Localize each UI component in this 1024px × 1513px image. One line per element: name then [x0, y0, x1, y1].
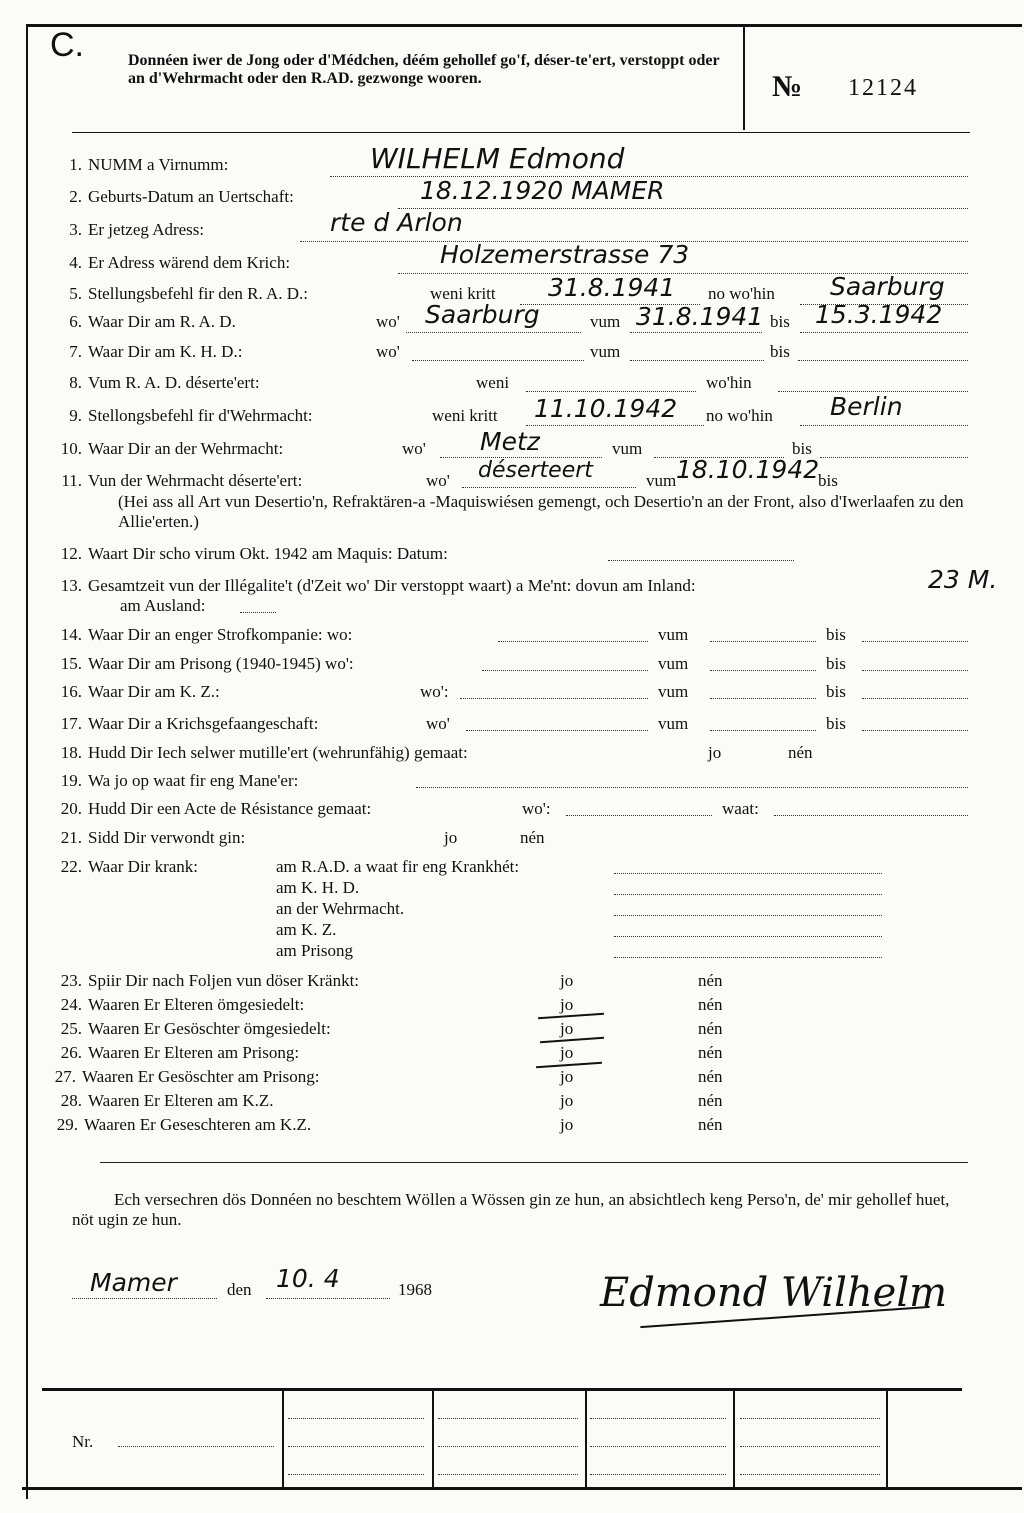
- bottom-cell-line: [288, 1446, 424, 1447]
- bottom-cell-line: [590, 1418, 726, 1419]
- item-17-from-label: vum: [658, 714, 689, 733]
- item-16-to-line: [862, 698, 968, 699]
- item-19-line: [416, 787, 968, 788]
- item-13-abroad-line: [240, 612, 276, 613]
- bottom-table-divider-3: [585, 1391, 587, 1487]
- item-24-no: nén: [698, 995, 723, 1014]
- item-17-to-label: bis: [826, 714, 846, 733]
- bottom-cell-line: [740, 1446, 880, 1447]
- item-10-where-label: wo': [402, 439, 426, 458]
- item-7-where-line: [412, 360, 584, 361]
- item-7-from-label: vum: [590, 342, 621, 361]
- item-11-where-label: wo': [426, 471, 450, 490]
- item-22-khd-line: [614, 894, 882, 895]
- item-13-abroad-label: am Ausland:: [120, 596, 206, 615]
- item-13-value: 23 M.: [928, 565, 998, 594]
- item-16-from-label: vum: [658, 682, 689, 701]
- item-8-where-label: wo'hin: [706, 373, 752, 392]
- item-27-no: nén: [698, 1067, 723, 1086]
- item-25-no: nén: [698, 1019, 723, 1038]
- item-1: 1. NUMM a Virnumm:: [69, 155, 229, 174]
- item-28-yes: jo: [560, 1091, 574, 1110]
- item-3-value: rte d Arlon: [330, 208, 463, 237]
- item-15: 15. Waar Dir am Prisong (1940-1945) wo':: [60, 654, 354, 673]
- header-rule: [72, 132, 970, 133]
- item-11-to-label: bis: [818, 471, 838, 490]
- item-22-kz-label: am K. Z.: [276, 920, 337, 939]
- item-10-to-line: [820, 457, 968, 458]
- bottom-cell-line: [288, 1474, 424, 1475]
- bottom-cell-line: [590, 1474, 726, 1475]
- item-5-when-label: weni kritt: [430, 284, 496, 303]
- item-10: 10. Waar Dir an der Wehrmacht:: [60, 439, 284, 458]
- item-5: 5. Stellungsbefehl fir den R. A. D.:: [69, 284, 309, 303]
- item-6-from-line: [630, 332, 762, 333]
- item-16-where-label: wo':: [420, 682, 449, 701]
- header-divider: [743, 26, 745, 130]
- item-20: 20. Hudd Dir een Acte de Résistance gemaat:: [60, 799, 372, 818]
- item-9: 9. Stellongsbefehl fir d'Wehrmacht:: [69, 406, 313, 425]
- item-25-yes: jo: [560, 1019, 574, 1038]
- item-4-value: Holzemerstrasse 73: [440, 240, 690, 269]
- bottom-table-divider-5: [886, 1391, 888, 1487]
- item-22-khd-label: am K. H. D.: [276, 878, 360, 897]
- bottom-cell-line: [740, 1418, 880, 1419]
- form-bottom-border: [22, 1487, 1022, 1490]
- item-26-no: nén: [698, 1043, 723, 1062]
- date-line: [266, 1298, 390, 1299]
- item-3: 3. Er jetzeg Adress:: [69, 220, 205, 239]
- item-8-when-label: weni: [476, 373, 510, 392]
- item-8: 8. Vum R. A. D. déserte'ert:: [69, 373, 260, 392]
- item-17-from-line: [710, 730, 816, 731]
- item-5-where-label: no wo'hin: [708, 284, 775, 303]
- item-2-value: 18.12.1920 MAMER: [420, 176, 665, 205]
- item-6-to-value: 15.3.1942: [815, 300, 943, 329]
- nr-line: [118, 1446, 274, 1447]
- bottom-table-top: [42, 1388, 962, 1391]
- item-7-from-line: [630, 360, 764, 361]
- item-9-when-label: weni kritt: [432, 406, 498, 425]
- item-15-where-line: [482, 670, 648, 671]
- bottom-cell-line: [740, 1474, 880, 1475]
- item-21: 21. Sidd Dir verwondt gin:: [60, 828, 246, 847]
- item-27-yes: jo: [560, 1067, 574, 1086]
- bottom-cell-line: [288, 1418, 424, 1419]
- bottom-cell-line: [438, 1446, 578, 1447]
- item-4: 4. Er Adress wärend dem Krich:: [69, 253, 291, 272]
- item-16-from-line: [710, 698, 816, 699]
- item-6-from-label: vum: [590, 312, 621, 331]
- item-15-to-label: bis: [826, 654, 846, 673]
- item-7: 7. Waar Dir am K. H. D.:: [69, 342, 243, 361]
- bottom-table-divider-2: [432, 1391, 434, 1487]
- item-21-no: nén: [520, 828, 545, 847]
- item-23: 23. Spiir Dir nach Foljen vun döser Kränkt:: [60, 971, 360, 990]
- item-6-to-line: [800, 332, 968, 333]
- bottom-cell-line: [590, 1446, 726, 1447]
- item-17-where-line: [466, 730, 648, 731]
- declaration-text: Ech versechren dös Donnéen no beschtem Wöllen a Wössen gin ze hun, an absichtlech keng Perso'n, de' mir gehollef huet, nöt ugin ze hun.: [72, 1190, 950, 1229]
- item-14: 14. Waar Dir an enger Strofkompanie: wo:: [60, 625, 353, 644]
- item-6-to-label: bis: [770, 312, 790, 331]
- item-22-rad-line: [614, 873, 882, 874]
- item-9-where-value: Berlin: [830, 392, 903, 421]
- item-14-to-label: bis: [826, 625, 846, 644]
- item-22-prisong-label: am Prisong: [276, 941, 353, 960]
- item-5-where-value: Saarburg: [830, 272, 945, 301]
- item-15-to-line: [862, 670, 968, 671]
- bottom-table-divider-1: [282, 1391, 284, 1487]
- item-24: 24. Waaren Er Elteren ömgesiedelt:: [60, 995, 305, 1014]
- item-28: 28. Waaren Er Elteren am K.Z.: [60, 1091, 274, 1110]
- item-6-where-value: Saarburg: [425, 300, 540, 329]
- item-17-where-label: wo': [426, 714, 450, 733]
- item-25: 25. Waaren Er Gesöschter ömgesiedelt:: [60, 1019, 331, 1038]
- item-6: 6. Waar Dir am R. A. D.: [69, 312, 236, 331]
- item-10-where-value: Metz: [480, 427, 540, 456]
- item-22: 22. Waar Dir krank:: [60, 857, 199, 876]
- header-title: Donnéen iwer de Jong oder d'Médchen, déém gehollef go'f, déser-te'ert, verstoppt oder an d'Wehrmacht oder den R.AD. gezwonge wooren.: [128, 52, 720, 87]
- item-1-value: WILHELM Edmond: [370, 142, 625, 175]
- date-value: 10. 4: [276, 1264, 340, 1293]
- place-line: [72, 1298, 217, 1299]
- declaration-separator: [100, 1162, 968, 1163]
- item-22-rad-label: am R.A.D. a waat fir eng Krankhét:: [276, 857, 520, 876]
- place-value: Mamer: [90, 1268, 177, 1297]
- item-26: 26. Waaren Er Elteren am Prisong:: [60, 1043, 300, 1062]
- item-16: 16. Waar Dir am K. Z.:: [60, 682, 220, 701]
- item-9-where-line: [800, 425, 968, 426]
- nr-label: Nr.: [72, 1432, 94, 1451]
- item-14-from-line: [710, 641, 816, 642]
- item-22-wehrmacht-label: an der Wehrmacht.: [276, 899, 405, 918]
- item-11: 11. Vun der Wehrmacht déserte'ert:: [61, 471, 303, 490]
- item-10-to-label: bis: [792, 439, 812, 458]
- form-number: 12124: [848, 75, 918, 101]
- item-22-prisong-line: [614, 957, 882, 958]
- item-12: 12. Waart Dir scho virum Okt. 1942 am Maquis: Datum:: [60, 544, 448, 563]
- item-5-when-value: 31.8.1941: [548, 273, 676, 302]
- item-15-from-label: vum: [658, 654, 689, 673]
- section-letter: C.: [50, 26, 84, 64]
- bottom-cell-line: [438, 1418, 578, 1419]
- item-20-where-label: wo':: [522, 799, 551, 818]
- item-21-yes: jo: [444, 828, 458, 847]
- item-11-where-value: déserteert: [478, 458, 593, 483]
- item-19: 19. Wa jo op waat fir eng Mane'er:: [60, 771, 299, 790]
- item-8-when-line: [526, 391, 696, 392]
- item-16-to-label: bis: [826, 682, 846, 701]
- item-23-no: nén: [698, 971, 723, 990]
- item-26-yes: jo: [560, 1043, 574, 1062]
- number-sign: №: [772, 70, 803, 103]
- item-11-where-line: [462, 487, 636, 488]
- item-9-when-line: [526, 425, 704, 426]
- item-12-line: [608, 560, 794, 561]
- item-22-wehrmacht-line: [614, 915, 882, 916]
- item-7-to-label: bis: [770, 342, 790, 361]
- item-18: 18. Hudd Dir Iech selwer mutille'ert (wehrunfähig) gemaat:: [60, 743, 468, 762]
- item-14-from-label: vum: [658, 625, 689, 644]
- item-14-where-line: [498, 641, 648, 642]
- item-23-yes: jo: [560, 971, 574, 990]
- item-2-line: [398, 208, 968, 209]
- item-28-no: nén: [698, 1091, 723, 1110]
- bottom-table-divider-4: [733, 1391, 735, 1487]
- item-11-from-label: vum: [646, 471, 677, 490]
- item-29: 29. Waaren Er Geseschteren am K.Z.: [56, 1115, 312, 1134]
- item-24-yes: jo: [560, 995, 574, 1014]
- signature: Edmond Wilhelm: [600, 1270, 948, 1316]
- item-14-to-line: [862, 641, 968, 642]
- item-17-to-line: [862, 730, 968, 731]
- item-18-no: nén: [788, 743, 813, 762]
- item-20-where-line: [566, 815, 712, 816]
- item-18-yes: jo: [708, 743, 722, 762]
- item-13: 13. Gesamtzeit vun der Illégalite't (d'Zeit wo' Dir verstoppt waart) a Me'nt: dovun am Inland:: [60, 576, 696, 595]
- item-11-note: (Hei ass all Art vun Desertio'n, Refraktären-a -Maquiswiésen gemengt, och Desertio'n an der Front, also d'Iwerlaafen zu den Allie'erten.): [118, 492, 964, 531]
- item-16-where-line: [460, 698, 648, 699]
- item-20-what-label: waat:: [722, 799, 759, 818]
- item-17: 17. Waar Dir a Krichsgefaangeschaft:: [60, 714, 319, 733]
- item-11-from-value: 18.10.1942: [676, 455, 820, 484]
- date-den-label: den: [227, 1280, 252, 1299]
- item-15-from-line: [710, 670, 816, 671]
- item-20-what-line: [774, 815, 968, 816]
- item-9-when-value: 11.10.1942: [534, 394, 678, 423]
- item-29-no: nén: [698, 1115, 723, 1134]
- item-27: 27. Waaren Er Gesöschter am Prisong:: [54, 1067, 320, 1086]
- item-9-where-label: no wo'hin: [706, 406, 773, 425]
- item-7-where-label: wo': [376, 342, 400, 361]
- item-22-kz-line: [614, 936, 882, 937]
- item-6-from-value: 31.8.1941: [636, 302, 764, 331]
- item-6-where-label: wo': [376, 312, 400, 331]
- bottom-cell-line: [438, 1474, 578, 1475]
- year-label: 1968: [398, 1280, 432, 1299]
- item-7-to-line: [798, 360, 968, 361]
- item-10-from-label: vum: [612, 439, 643, 458]
- item-29-yes: jo: [560, 1115, 574, 1134]
- item-6-where-line: [406, 332, 581, 333]
- item-2: 2. Geburts-Datum an Uertschaft:: [69, 187, 294, 206]
